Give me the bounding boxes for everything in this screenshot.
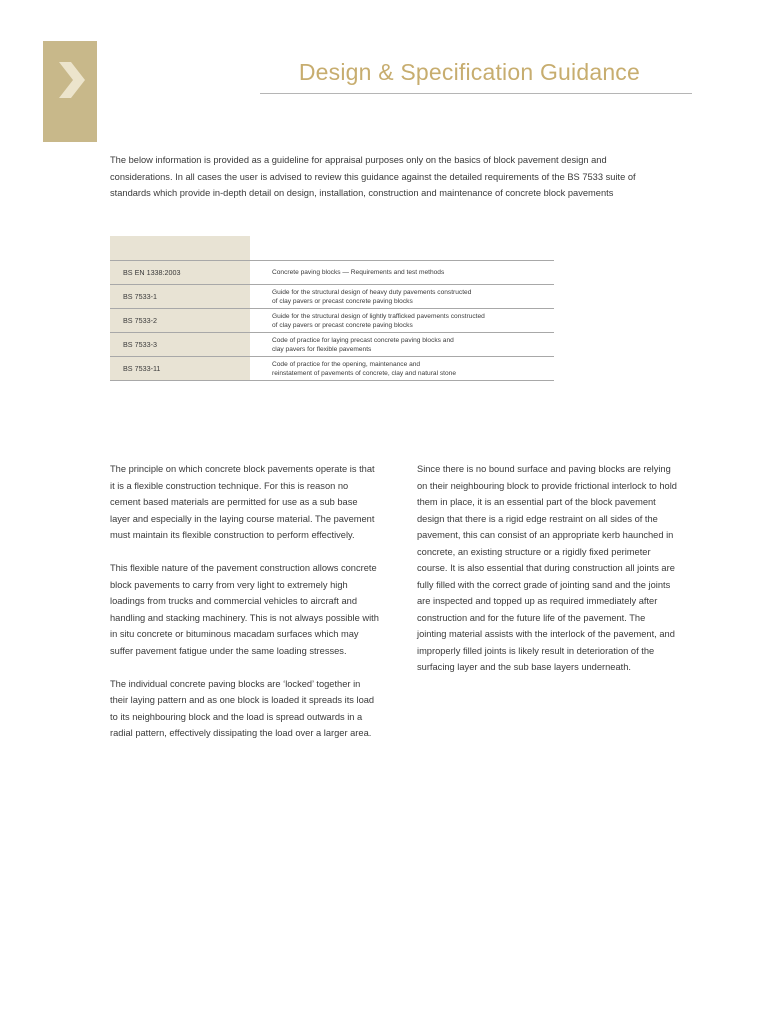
page-title: Design & Specification Guidance xyxy=(298,59,640,85)
body-paragraph: The principle on which concrete block pavements operate is that it is a flexible construction technique. For this is reason no cement based materials are permitted for use as a sub base layer and especially in the laying course material. The pavement must maintain its flexible construction to perform effectively. xyxy=(110,464,375,540)
body-paragraph: Since there is no bound surface and paving blocks are relying on their neighbouring block to provide frictional interlock to hold them in place, it is an essential part of the block pavement design that there is a rigid edge restraint on all sides of the pavement, this can consist of an appropriate kerb haunched in concrete, an existing structure or a rigidly fixed perimeter course. It is also essential that during construction all joints are fully filled with the correct grade of jointing sand and the joints are inspected and topped up as required immediately after construction and for the future life of the pavement. The jointing material assists with the interlock of the pavement, and improperly filled joints is likely result in deterioration of the surfacing layer and the sub base layers underneath. xyxy=(417,464,677,672)
standard-description: Code of practice for the opening, maintenance and reinstatement of pavements of concrete, clay and natural stone xyxy=(272,360,456,377)
body-column-left xyxy=(110,461,380,758)
chevron-right-icon xyxy=(57,60,87,100)
standard-code: BS 7533-11 xyxy=(110,357,250,380)
standards-table xyxy=(110,236,554,381)
table-row xyxy=(110,356,554,381)
standard-description: Concrete paving blocks — Requirements and test methods xyxy=(272,269,445,276)
table-row xyxy=(110,260,554,284)
title-divider xyxy=(260,93,692,94)
table-row xyxy=(110,284,554,308)
body-paragraph: The individual concrete paving blocks are ‘locked’ together in their laying pattern and as one block is loaded it spreads its load to its neighbouring block and the load is spread outwards in a radial pattern, effectively dissipating the load over a larger area. xyxy=(110,678,375,738)
body-column-right xyxy=(417,461,677,692)
section-tab xyxy=(43,41,97,142)
table-row xyxy=(110,308,554,332)
standard-code: BS 7533-3 xyxy=(110,333,250,356)
standard-description: Guide for the structural design of heavy duty pavements constructed of clay pavers or precast concrete paving blocks xyxy=(272,288,472,305)
body-paragraph: This flexible nature of the pavement construction allows concrete block pavements to carry from very light to extremely high loadings from trucks and commercial vehicles to aircraft and handling and stacking machinery. This is not always possible with in situ concrete or bituminous macadam surfaces which may suffer pavement fatigue under the same loading stresses. xyxy=(110,563,379,656)
table-row xyxy=(110,332,554,356)
standard-description: Guide for the structural design of lightly trafficked pavements constructed of clay pavers or precast concrete paving blocks xyxy=(272,312,485,329)
standard-code: BS 7533-2 xyxy=(110,309,250,332)
standards-header-cell xyxy=(110,236,250,260)
standard-code: BS EN 1338:2003 xyxy=(110,261,250,284)
standards-table-header xyxy=(110,236,554,260)
intro-paragraph: The below information is provided as a guideline for appraisal purposes only on the basics of block pavement design and considerations. In all cases the user is advised to review this guidance against the detailed requirements of the BS 7533 suite of standards which provide in-depth detail on design, installation, construction and maintenance of concrete block pavements xyxy=(110,155,636,198)
standard-code: BS 7533-1 xyxy=(110,285,250,308)
standard-description: Code of practice for laying precast concrete paving blocks and clay pavers for flexible pavements xyxy=(272,336,454,353)
